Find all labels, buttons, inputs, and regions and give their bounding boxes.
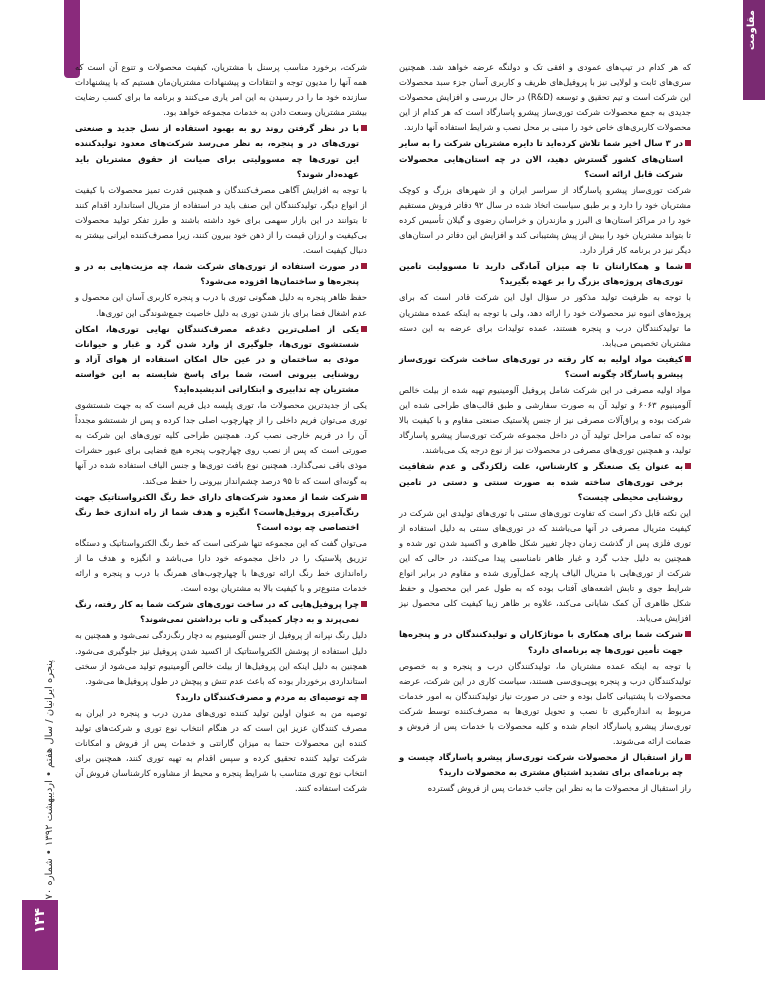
answer-paragraph: توصیه من به عنوان اولین تولید کننده توری‌های مدرن درب و پنجره در ایران به مصرف کنندگان عزیز این است که در هنگام انتخاب نوع توری و شرکت‌های تولید کننده این محصولات حتما به میزان گارانتی و خدمات پس از فروش و امکانات شرکت تولید کننده تحقیق کرده و سپس اقدام به تهیه توری کنند، همچنین برای انتخاب نوع توری متناسب با شرایط پنجره و محیط از مشاوره کارشناسان فروش آن شرکت استفاده کنند. [75, 707, 367, 794]
question-text: در صورت استفاده از توری‌های شرکت شما، چه مزیت‌هایی به در و پنجره‌ها و ساختمان‌ها افزوده می‌شود؟ [75, 261, 359, 287]
interview-question [399, 136, 691, 181]
section-tab [743, 0, 765, 100]
question-text: چه توصیه‌ای به مردم و مصرف‌کنندگان دارید؟ [175, 691, 359, 702]
question-bullet-icon [361, 326, 367, 332]
interview-question [399, 459, 691, 504]
interview-question [75, 322, 367, 397]
answer-paragraph: مواد اولیه مصرفی در این شرکت شامل پروفیل آلومینیوم تهیه شده از بیلت خالص آلومینیوم ۶۰۶۳ و تولید آن به صورت سفارشی و طبق قالب‌های طراحی شده این شرکت بوده و یراق‌آلات مصرفی نیز از جنس پلاستیک صنعتی مقاوم و با کیفیت بالا بوده که تمامی مراحل تولید آن در داخل مجموعه شرکت توری‌ساز پیشرو پاسارگاد تولید، و همچنین توری‌های مصرفی در محصولات نیز از نوع درجه یک می‌باشند. [399, 384, 691, 456]
interview-question [399, 352, 691, 382]
answer-paragraph: شرکت، برخورد مناسب پرسنل با مشتریان، کیفیت محصولات و تنوع آن است که همه آنها را مدیون توجه و انتقادات و پیشنهادات مشتریان‌مان هستیم که با پیشنهادات سازنده خود ما را در رسیدن به این امر یاری می‌کنند و برنامه ما برای کسب رضایت بیشتر مشتریان وسعت دادن به خدمات مجموعه خواهد بود. [75, 62, 367, 118]
left-column [75, 60, 367, 798]
answer-paragraph: می‌توان گفت که این مجموعه تنها شرکتی است که خط رنگ الکترواستاتیک و دستگاه تزریق پلاستیک را در داخل مجموعه خود دارا می‌باشد و انگیزه و هدف ما از راه‌اندازی خط رنگ ارائه توری‌ها با چهارچوب‌های همرنگ با درب و پنجره و ارائه خدمات متنوع‌تر و با کیفیت بالا به مشتریان بوده است. [75, 537, 367, 594]
interview-question [75, 490, 367, 535]
running-head: پنجره ایرانیان / سال هفتم • اردیبهشت ۱۳۹۲ • شماره ۷۰ [44, 660, 55, 900]
interview-question [75, 259, 367, 289]
question-text: راز استقبال از محصولات شرکت توری‌ساز پیشرو پاسارگاد چیست و چه برنامه‌ای برای تشدید اشتیاق مشتری به محصولات دارید؟ [399, 752, 683, 778]
question-text: شما و همکارانتان تا چه میزان آمادگی دارید تا مسوولیت تامین توری‌های پروژه‌های بزرگ را بر عهده بگیرید؟ [399, 261, 683, 287]
question-bullet-icon [361, 601, 367, 607]
answer-paragraph: با توجه به افزایش آگاهی مصرف‌کنندگان و همچنین قدرت تمیز محصولات با کیفیت از انواع دیگر، تولیدکنندگان این صنف باید در استفاده از متریال استاندارد اقدام کنند تا بتوانند در این بازار سهمی برای خود داشته باشند و طرز تفکر تولید محصولات بی‌کیفیت و ارزان قیمت را از ذهن خود بیرون کنند، زیرا مصرف‌کننده ایرانی بیشتر به دنبال کیفیت است. [75, 184, 367, 256]
answer-paragraph: دلیل رنگ نپرانه از پروفیل از جنس آلومینیوم به دچار رنگ‌زدگی نمی‌شود و همچنین به دلیل استفاده از پوشش الکترواستاتیک از اکسید شدن پروفیل نیز جلوگیری می‌شود. همچنین به دلیل اینکه این پروفیل‌ها از بیلت خالص آلومینیوم تولید می‌شود از سختی استانداردی برخوردار بوده که باعث عدم تنش و پیچش در طول پروفیل‌ها می‌شود. [75, 630, 367, 686]
answer-paragraph: با توجه به ظرفیت تولید مذکور در سؤال اول این شرکت قادر است که برای پروژه‌های انبوه نیز محصولات خود را ارائه دهد، ولی با توجه به اینکه عمده مشتریان ما تولیدکنندگان درب و پنجره هستند، عمده تولیدات برای عرضه به این دسته مشتریان تخصیص می‌یابد. [399, 292, 691, 348]
question-bullet-icon [685, 356, 691, 362]
question-bullet-icon [685, 754, 691, 760]
question-text: در ۳ سال اخیر شما تلاش کرده‌اید تا دایره مشتریان شرکت را به سایر استان‌های کشور گسترش دهید، الان در چه استان‌هایی محصولات شرکت قابل ارائه است؟ [399, 138, 683, 179]
right-column [399, 60, 691, 798]
interview-question [399, 627, 691, 657]
interview-question [75, 690, 367, 705]
question-bullet-icon [361, 263, 367, 269]
question-bullet-icon [361, 494, 367, 500]
answer-paragraph: شرکت توری‌ساز پیشرو پاسارگاد از سراسر ایران و از شهرهای بزرگ و کوچک مشتریان خود را دارد و بر طبق سیاست اتخاذ شده در سال ۹۲ دفاتر فروش مستقیم خود را در مراکز استان‌ها ی البرز و مازندران و خراسان رضوی و گیلان تأسیس کرده تا بتواند مشتریان خود را بیش از پیش پشتیبانی کند و افزایش این دفاتر در استان‌های دیگر نیز در برنامه کار قرار دارد. [399, 184, 692, 256]
answer-paragraph: حفظ ظاهر پنجره به دلیل همگونی توری با درب و پنجره کاربری آسان این محصول و عدم اشغال فضا برای باز شدن توری به دلیل خاصیت جمع‌شوندگی این توری‌ها. [75, 292, 367, 318]
interview-question [75, 597, 367, 627]
page-number-box [22, 900, 58, 970]
question-text: با در نظر گرفتن روند رو به بهبود استفاده از نسل جدید و صنعتی توری‌های در و پنجره، به نظر می‌رسد شرکت‌های معدود تولیدکننده این توری‌ها چه مسوولیتی برای صیانت از حقوق مشتریان باید عهده‌دار شوند؟ [75, 123, 359, 179]
question-text: شرکت شما برای همکاری با موتاژکاران و تولیدکنندگان در و پنجره‌ها جهت تأمین توری‌ها چه برنامه‌ای دارد؟ [399, 629, 683, 655]
question-text: به عنوان یک صنعتگر و کارشناس، علت زلکزدگی و عدم شفافیت برخی توری‌های ساخته شده به صورت سنتی و دستی در تامین روشنایی محیطی چیست؟ [399, 461, 683, 502]
question-text: چرا پروفیل‌هایی که در ساخت توری‌های شرکت شما به کار رفته، رنگ نمی‌پرند و به دچار کمیدگی و تاب برداشتن نمی‌شوند؟ [75, 599, 359, 625]
answer-paragraph: این نکته قابل ذکر است که تفاوت توری‌های سنتی با توری‌های تولیدی این شرکت در کیفیت متریال مصرفی در آنها می‌باشند که در توری‌های سنتی به دلیل استفاده از توری فلزی پس از گذشت زمان دچار تغییر شکل ظاهری و اکسید شدن تور شده و همچنین به دلیل جذب گرد و غبار ظاهر نامناسبی پیدا می‌کنند، در حالی که این شرکت از توری‌هایی با متریال الیاف پارچه عمل‌آوری شده و مقاوم در برابر انواع شرایط جوی و تابش اشعه‌های آفتاب بوده که به طول عمر این محصول و حفظ شکل ظاهری آن کمک شایانی می‌کند، علاوه بر ظاهر زیبا کیفیت کلی محصول نیز افزایش می‌یابد. [399, 507, 691, 624]
question-text: یکی از اصلی‌ترین دغدغه مصرف‌کنندگان نهایی توری‌ها، امکان شستشوی توری‌ها، جلوگیری از وارد شدن گرد و غبار و حیوانات موذی به ساختمان و در عین حال امکان استفاده از هوای آزاد و روشنایی بیرونی است، شما برای پاسخ شایسته به این خواسته مشتریان چه تدابیری و ابتکاراتی اندیشیده‌اید؟ [75, 323, 359, 394]
question-text: شرکت شما از معدود شرکت‌های دارای خط رنگ الکترواستاتیک جهت رنگ‌آمیزی پروفیل‌هاست؟ انگیزه و هدف شما از راه اندازی خط رنگ اختصاصی چه بوده است؟ [75, 491, 359, 532]
interview-question [399, 750, 691, 780]
question-bullet-icon [685, 140, 691, 146]
question-bullet-icon [685, 463, 691, 469]
answer-paragraph: که هر کدام در تیپ‌های عمودی و افقی تک و دولنگه عرضه خواهد شد. همچنین سری‌های ثابت و لولایی نیز با پروفیل‌های ظریف و کاربری آسان جزء سبد محصولات این شرکت است و تیم تحقیق و توسعه (R&D) در حال بررسی و افزایش محصولات جدیدی به جمع محصولات شرکت توری‌ساز پیشرو پاسارگاد است که هر کدام از این محصولات کاربری‌های خاص خود را مبنی بر محل نصب و شرایط استفاده آنها دارند. [399, 62, 692, 133]
question-bullet-icon [685, 263, 691, 269]
answer-paragraph: با توجه به اینکه عمده مشتریان ما، تولیدکنندگان درب و پنجره و به خصوص تولیدکنندگان درب و پنجره یوپی‌وی‌سی هستند، سیاست کاری در این شرکت، عرضه محصولات با پشتیبانی کامل بوده و حتی در صورت نیاز تولیدکنندگان به امور خدمات مربوط به اندازه‌گیری تا نصب و تحویل توری‌ها به مصرف‌کننده توسط شرکت توری‌ساز پیشرو پاسارگاد انجام شده و کلیه محصولات با خدمات پس از فروش و ضمانت ارائه می‌شوند. [399, 660, 691, 747]
question-bullet-icon [685, 631, 691, 637]
question-text: کیفیت مواد اولیه به کار رفته در توری‌های ساخت شرکت توری‌ساز پیشرو پاسارگاد چگونه است؟ [399, 353, 683, 379]
section-tab-label: مقاومت [746, 10, 757, 51]
interview-question [75, 121, 367, 181]
interview-question [399, 259, 691, 289]
question-bullet-icon [361, 694, 367, 700]
page-number: ۱۴۴ [32, 908, 48, 934]
answer-paragraph: راز استقبال از محصولات ما به نظر این جانب خدمات پس از فروش گسترده [427, 783, 691, 794]
question-bullet-icon [361, 125, 367, 131]
answer-paragraph: یکی از جدیدترین محصولات ما، توری پلیسه دیل فریم است که به جهت شستشوی توری می‌توان فریم داخلی را از چهارچوب اصلی جدا کرده و پس از شستشو مجدداً آن را در فریم خارجی نصب کرد. همچنین طراحی کلیه توری‌های این شرکت به صورتی است که پس از نصب روی چهارچوب پنجره هیچ فضایی برای عبور حشرات موذی باقی نمی‌گذارد. همچنین نوع بافت توری‌ها و جنس الیاف استفاده شده در آنها به گونه‌ای است که تا ۹۵ درصد چشم‌انداز بیرونی را حفظ می‌کند. [75, 400, 367, 486]
